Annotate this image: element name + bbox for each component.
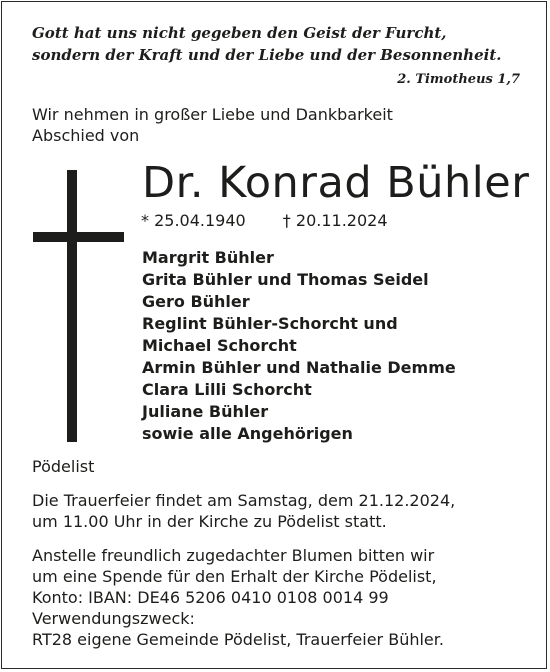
deceased-name: Dr. Konrad Bühler: [142, 158, 530, 208]
donation-line: Anstelle freundlich zugedachter Blumen bitten wir: [32, 546, 435, 565]
cross-icon: [67, 170, 77, 442]
birth-date: * 25.04.1940: [141, 211, 246, 230]
funeral-line: um 11.00 Uhr in der Kirche zu Pödelist statt.: [32, 512, 387, 531]
mourner-name: Gero Bühler: [142, 292, 250, 311]
intro-line: Wir nehmen in großer Liebe und Dankbarkeit: [32, 105, 393, 124]
life-dates: [141, 210, 388, 231]
cross-icon-bar: [33, 232, 124, 242]
mourner-name: Juliane Bühler: [142, 402, 269, 421]
intro-line: Abschied von: [32, 126, 140, 145]
mourner-name: sowie alle Angehörigen: [142, 424, 353, 443]
donation-line: RT28 eigene Gemeinde Pödelist, Trauerfeier Bühler.: [32, 630, 444, 649]
bible-quote: [32, 22, 501, 66]
quote-line: sondern der Kraft und der Liebe und der Besonnenheit.: [32, 46, 502, 64]
donation-line: um eine Spende für den Erhalt der Kirche Pödelist,: [32, 567, 437, 586]
death-date: † 20.11.2024: [282, 211, 388, 230]
donation-line: Konto: IBAN: DE46 5206 0410 0108 0014 99: [32, 588, 389, 607]
mourner-name: Margrit Bühler: [142, 248, 274, 267]
mourner-name: Michael Schorcht: [142, 336, 297, 355]
quote-reference: 2. Timotheus 1,7: [397, 72, 520, 87]
quote-line: Gott hat uns nicht gegeben den Geist der Furcht,: [32, 24, 447, 42]
place-name: Pödelist: [32, 457, 95, 476]
funeral-info: [32, 490, 455, 532]
intro-text: [32, 104, 393, 146]
mourner-name: Grita Bühler und Thomas Seidel: [142, 270, 429, 289]
mourner-name: Reglint Bühler-Schorcht und: [142, 314, 398, 333]
donation-line: Verwendungszweck:: [32, 609, 195, 628]
mourner-name: Clara Lilli Schorcht: [142, 380, 312, 399]
funeral-line: Die Trauerfeier findet am Samstag, dem 21.12.2024,: [32, 491, 456, 510]
donation-info: [32, 545, 444, 650]
mourners-list: [142, 247, 456, 445]
mourner-name: Armin Bühler und Nathalie Demme: [142, 358, 456, 377]
